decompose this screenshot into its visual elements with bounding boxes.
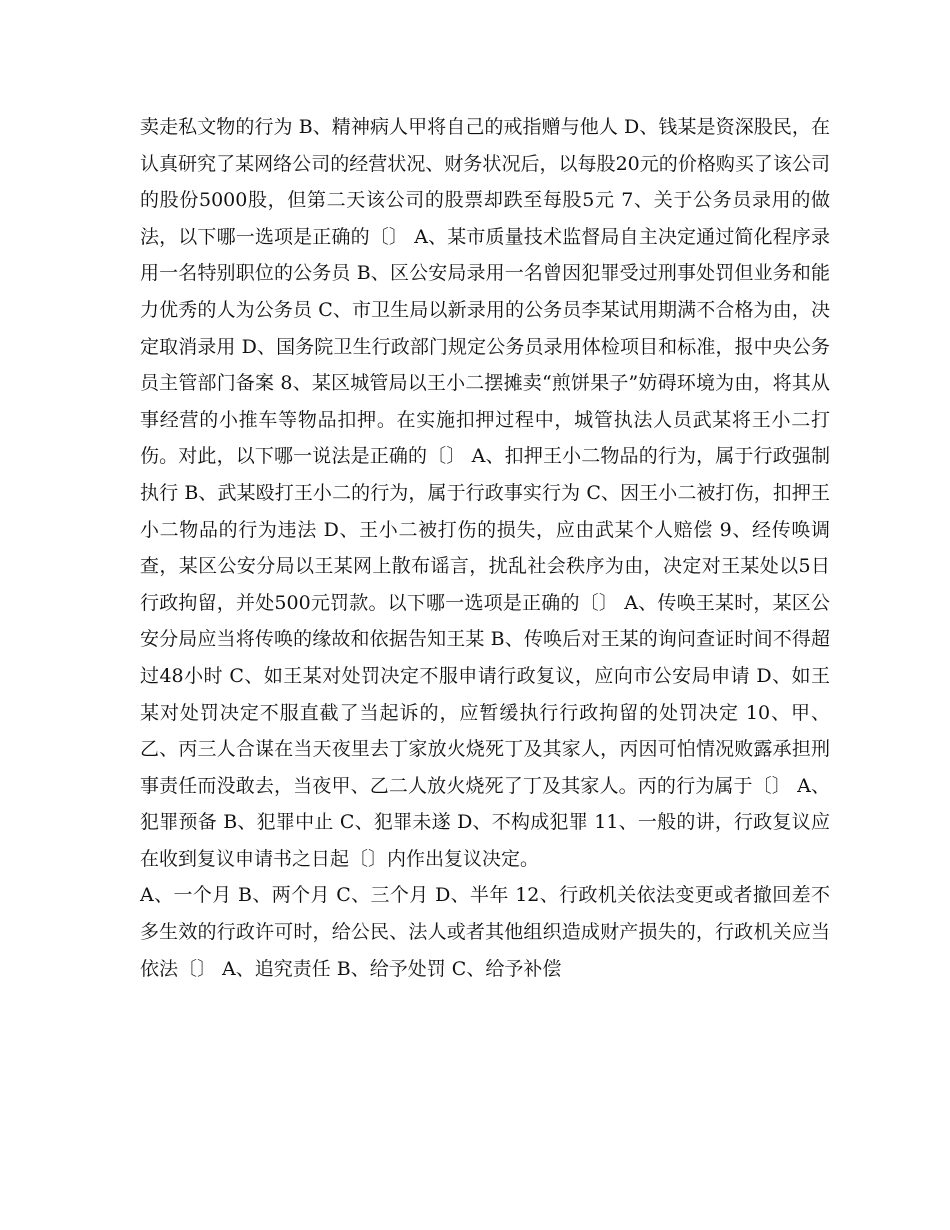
paragraph-1: 卖走私文物的行为 B、精神病人甲将自己的戒指赠与他人 D、钱某是资深股民，在认真研究了某网络公司的经营状况、财务状况后，以每股20元的价格购买了该公司的股份5000股，但第二天该公司的股票却跌至每股5元 7、关于公务员录用的做法，以下哪一选项是正确的〔〕 A、某市质量技术监督局自主决定通过简化程序录用一名特别职位的公务员 B、区公安局录用一名曾因犯罪受过刑事处罚但业务和能力优秀的人为公务员 C、市卫生局以新录用的公务员李某试用期满不合格为由，决定取消录用 D、国务院卫生行政部门规定公务员录用体检项目和标准，报中央公务员主管部门备案 8、某区城管局以王小二摆摊卖“煎饼果子”妨碍环境为由，将其从事经营的小推车等物品扣押。在实施扣押过程中，城管执法人员武某将王小二打伤。对此，以下哪一说法是正确的〔〕 A、扣押王小二物品的行为，属于行政强制执行 B、武某殴打王小二的行为，属于行政事实行为 C、因王小二被打伤，扣押王小二物品的行为违法 D、王小二被打伤的损失，应由武某个人赔偿 9、经传唤调查，某区公安分局以王某网上散布谣言，扰乱社会秩序为由，决定对王某处以5日行政拘留，并处500元罚款。以下哪一选项是正确的〔〕 A、传唤王某时，某区公安分局应当将传唤的缘故和依据告知王某 B、传唤后对王某的询问查证时间不得超过48小时 C、如王某对处罚决定不服申请行政复议，应向市公安局申请 D、如王某对处罚决定不服直截了当起诉的，应暂缓执行行政拘留的处罚决定 10、甲、乙、丙三人合谋在当天夜里去丁家放火烧死丁及其家人，丙因可怕情况败露承担刑事责任而没敢去，当夜甲、乙二人放火烧死了丁及其家人。丙的行为属于〔〕 A、犯罪预备 B、犯罪中止 C、犯罪未遂 D、不构成犯罪 11、一般的讲，行政复议应在收到复议申请书之日起〔〕内作出复议决定。 <box>140 116 830 870</box>
paragraph-2: A、一个月 B、两个月 C、三个月 D、半年 12、行政机关依法变更或者撤回差不多生效的行政许可时，给公民、法人或者其他组织造成财产损失的，行政机关应当依法〔〕 A、追究责任 B、给予处罚 C、给予补偿 <box>140 884 830 980</box>
document-body <box>140 109 830 987</box>
